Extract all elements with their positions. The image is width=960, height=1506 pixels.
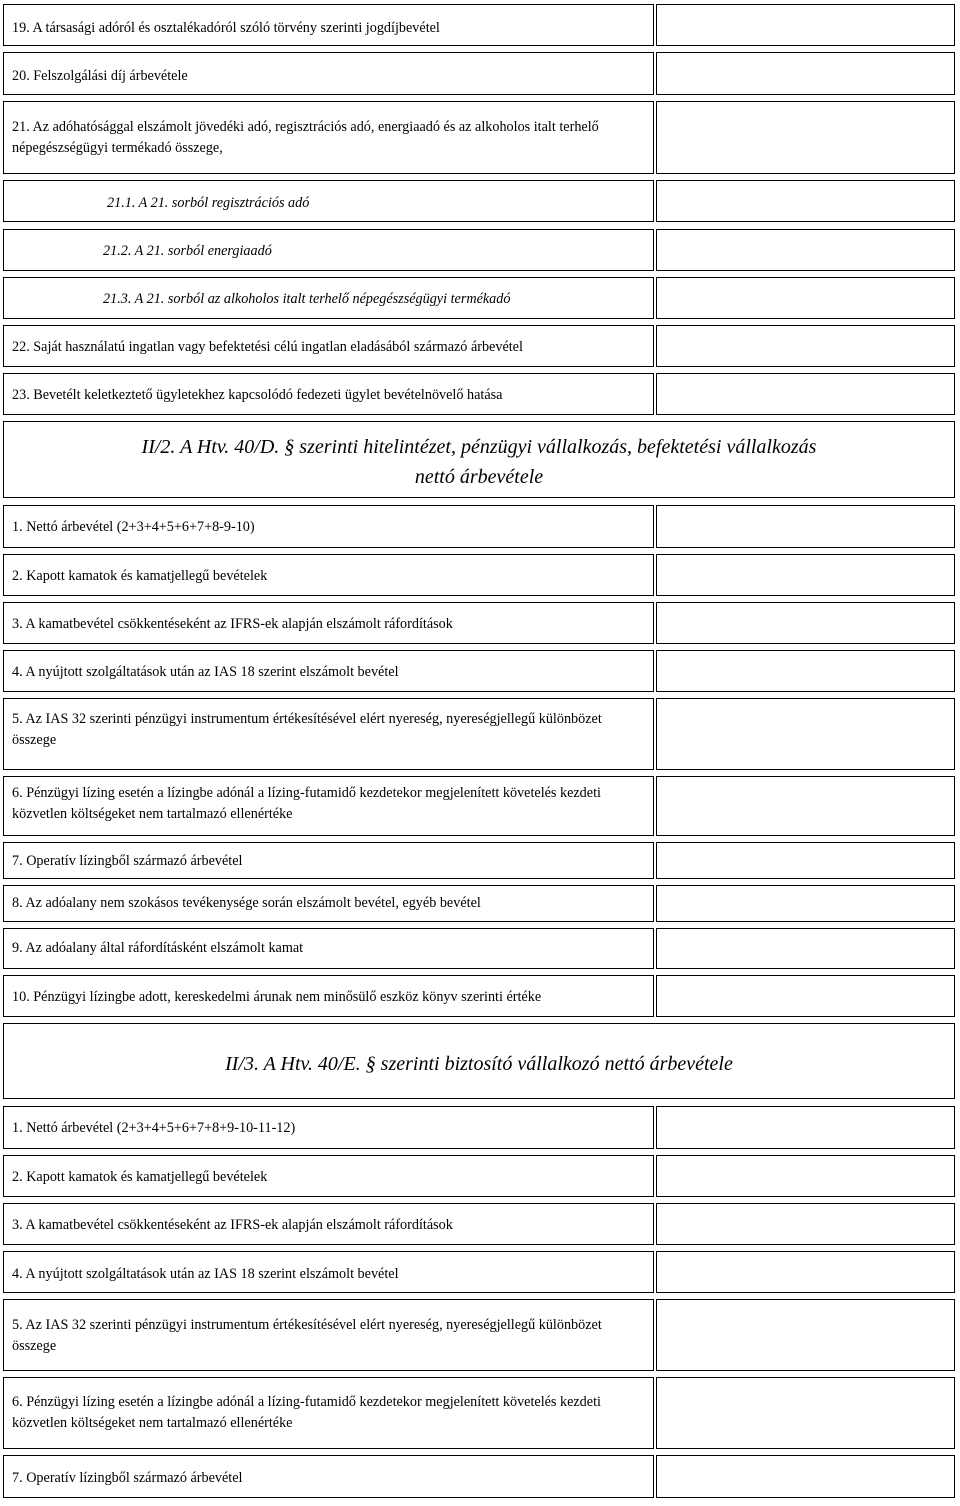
row-label-cell: [3, 602, 654, 644]
row-label: 22. Saját használatú ingatlan vagy befektetési célú ingatlan eladásából származó árbevétel: [12, 339, 523, 355]
row-label-cell: [3, 505, 654, 548]
section-2-header: [3, 421, 955, 498]
row-label-cell: [3, 698, 654, 770]
value-input-cell[interactable]: [656, 885, 955, 922]
section-2-title-line1: II/2. A Htv. 40/D. § szerinti hitelintézet, pénzügyi vállalkozás, befektetési vállalkozás: [141, 436, 817, 458]
value-input-cell[interactable]: [656, 277, 955, 319]
row-label-cell: [3, 776, 654, 836]
row-label-cell: [3, 1251, 654, 1293]
section-3-title: II/3. A Htv. 40/E. § szerinti biztosító vállalkozó nettó árbevétele: [225, 1053, 733, 1075]
row-label: 1. Nettó árbevétel (2+3+4+5+6+7+8-9-10): [12, 519, 255, 535]
value-input-cell[interactable]: [656, 650, 955, 692]
row-label: 6. Pénzügyi lízing esetén a lízingbe adónál a lízing-futamidő kezdetekor megjelenített követelés kezdeti közvetlen költségeket nem tartalmazó ellenértéke: [12, 785, 601, 822]
row-label-cell: [3, 928, 654, 969]
row-label-cell: [3, 180, 654, 222]
row-label-cell: [3, 1106, 654, 1149]
row-label-cell: [3, 4, 654, 46]
value-input-cell[interactable]: [656, 776, 955, 836]
row-label-cell: [3, 650, 654, 692]
row-label-cell: [3, 885, 654, 922]
value-input-cell[interactable]: [656, 1455, 955, 1498]
row-label: 3. A kamatbevétel csökkentéseként az IFRS-ek alapján elszámolt ráfordítások: [12, 1217, 453, 1233]
row-label-cell: [3, 1203, 654, 1245]
value-input-cell[interactable]: [656, 698, 955, 770]
value-input-cell[interactable]: [656, 842, 955, 879]
row-label: 21.3. A 21. sorból az alkoholos italt terhelő népegészségügyi termékadó: [103, 291, 511, 307]
row-label-cell: [3, 1155, 654, 1197]
value-input-cell[interactable]: [656, 1251, 955, 1293]
row-label: 9. Az adóalany által ráfordításként elszámolt kamat: [12, 940, 304, 956]
row-label: 2. Kapott kamatok és kamatjellegű bevételek: [12, 1169, 268, 1185]
value-input-cell[interactable]: [656, 52, 955, 95]
value-input-cell[interactable]: [656, 373, 955, 415]
value-input-cell[interactable]: [656, 975, 955, 1017]
row-label-cell: [3, 373, 654, 415]
row-label: 4. A nyújtott szolgáltatások után az IAS 18 szerint elszámolt bevétel: [12, 664, 399, 680]
row-label: 21.1. A 21. sorból regisztrációs adó: [107, 195, 310, 211]
row-label: 10. Pénzügyi lízingbe adott, kereskedelmi árunak nem minősülő eszköz könyv szerinti értéke: [12, 989, 542, 1005]
row-label: 5. Az IAS 32 szerinti pénzügyi instrumentum értékesítésével elért nyereség, nyereségjellegű különbözet összege: [12, 711, 602, 748]
value-input-cell[interactable]: [656, 1106, 955, 1149]
value-input-cell[interactable]: [656, 602, 955, 644]
row-label: 20. Felszolgálási díj árbevétele: [12, 68, 188, 84]
value-input-cell[interactable]: [656, 554, 955, 596]
value-input-cell[interactable]: [656, 928, 955, 969]
row-label-cell: [3, 975, 654, 1017]
value-input-cell[interactable]: [656, 1203, 955, 1245]
row-label-cell: [3, 842, 654, 879]
row-label-cell: [3, 554, 654, 596]
value-input-cell[interactable]: [656, 505, 955, 548]
row-label: 1. Nettó árbevétel (2+3+4+5+6+7+8+9-10-11-12): [12, 1120, 296, 1136]
value-input-cell[interactable]: [656, 101, 955, 174]
value-input-cell[interactable]: [656, 1377, 955, 1449]
row-label: 7. Operatív lízingből származó árbevétel: [12, 1470, 243, 1486]
value-input-cell[interactable]: [656, 229, 955, 271]
value-input-cell[interactable]: [656, 4, 955, 46]
row-label: 3. A kamatbevétel csökkentéseként az IFRS-ek alapján elszámolt ráfordítások: [12, 616, 453, 632]
value-input-cell[interactable]: [656, 325, 955, 367]
value-input-cell[interactable]: [656, 1299, 955, 1371]
row-label: 8. Az adóalany nem szokásos tevékenysége során elszámolt bevétel, egyéb bevétel: [12, 895, 481, 911]
row-label-cell: [3, 52, 654, 95]
row-label: 5. Az IAS 32 szerinti pénzügyi instrumentum értékesítésével elért nyereség, nyereségjellegű különbözet összege: [12, 1317, 602, 1354]
row-label: 4. A nyújtott szolgáltatások után az IAS 18 szerint elszámolt bevétel: [12, 1266, 399, 1282]
row-label: 6. Pénzügyi lízing esetén a lízingbe adónál a lízing-futamidő kezdetekor megjelenített követelés kezdeti közvetlen költségeket nem tartalmazó ellenértéke: [12, 1394, 601, 1431]
row-label: 2. Kapott kamatok és kamatjellegű bevételek: [12, 568, 268, 584]
row-label-cell: [3, 229, 654, 271]
value-input-cell[interactable]: [656, 1155, 955, 1197]
row-label-cell: [3, 277, 654, 319]
row-label-cell: [3, 1299, 654, 1371]
section-3-header: [3, 1023, 955, 1099]
value-input-cell[interactable]: [656, 180, 955, 222]
row-label-cell: [3, 101, 654, 174]
row-label: 19. A társasági adóról és osztalékadóról szóló törvény szerinti jogdíjbevétel: [12, 20, 440, 36]
row-label: 7. Operatív lízingből származó árbevétel: [12, 853, 243, 869]
row-label-cell: [3, 1455, 654, 1498]
row-label: 23. Bevetélt keletkeztető ügyletekhez kapcsolódó fedezeti ügylet bevételnövelő hatása: [12, 387, 503, 403]
row-label-cell: [3, 325, 654, 367]
section-2-title-line2: nettó árbevétele: [414, 466, 544, 488]
row-label: 21. Az adóhatósággal elszámolt jövedéki adó, regisztrációs adó, energiaadó és az alkoholos italt terhelő népegészségügyi termékadó összege,: [12, 119, 599, 156]
row-label-cell: [3, 1377, 654, 1449]
row-label: 21.2. A 21. sorból energiaadó: [103, 243, 272, 259]
